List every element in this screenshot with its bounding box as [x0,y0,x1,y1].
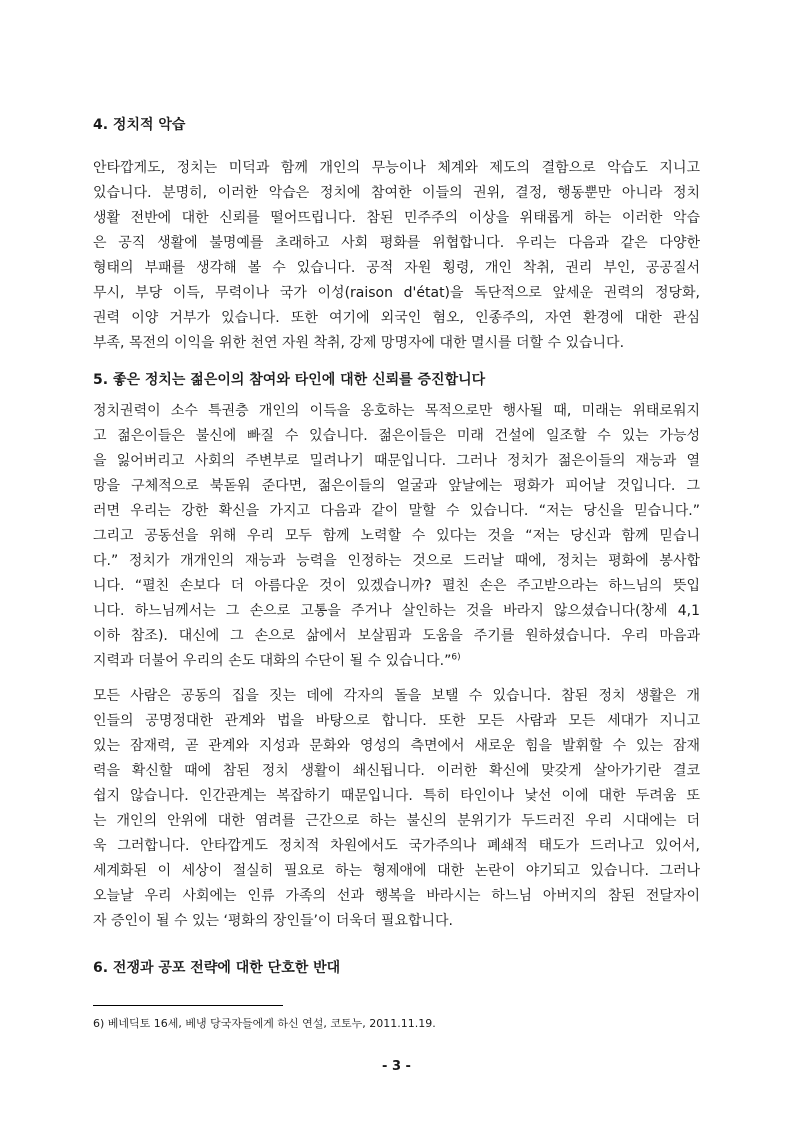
section-5-paragraph-1 [93,399,700,674]
text-line: 자 증인이 될 수 있는 ‘평화의 장인들’이 더욱더 필요합니다. [93,913,454,929]
text-line: 욱 그러합니다. 안타깝게도 정치적 차원에서도 국가주의나 폐쇄적 태도가 드러나고 있어서, [93,838,700,854]
text-line: 오늘날 우리 사회에는 인류 가족의 선과 행복을 바라시는 하느님 아버지의 참된 전달자이 [93,888,700,904]
section-5-paragraph-2 [93,684,700,934]
footnote-divider [93,1005,283,1006]
text-line: 니다. “펼친 손보다 더 아름다운 것이 있겠습니까? 펼친 손은 주고받으라는 하느님의 뜻입 [93,578,700,594]
text-line-content: 지력과 더불어 우리의 손도 대화의 수단이 될 수 있습니다.” [93,653,452,669]
text-line: 그리고 공동선을 위해 우리 모두 함께 노력할 수 있다는 것을 “저는 당신과 함께 믿습니 [93,528,700,544]
text-line: 쉽지 않습니다. 인간관계는 복잡하기 때문입니다. 특히 타인이나 낯선 이에 대한 두려움 또 [93,788,700,804]
text-line: 고 젊은이들은 불신에 빠질 수 있습니다. 젊은이들은 미래 건설에 일조할 수 있는 가능성 [93,428,700,444]
text-line: 있는 잠재력, 곧 관계와 지성과 문화와 영성의 측면에서 새로운 힘을 발휘할 수 있는 잠재 [93,738,700,754]
text-line: 이하 참조). 대신에 그 손으로 삶에서 보살핌과 도움을 주기를 원하셨습니다. 우리 마음과 [93,628,700,644]
text-line: 권력 이양 거부가 있습니다. 또한 여기에 외국인 혐오, 인종주의, 자연 환경에 대한 관심 [93,310,700,326]
text-line: 형태의 부패를 생각해 볼 수 있습니다. 공적 자원 횡령, 개인 착취, 권리 부인, 공공질서 [93,260,700,276]
section-5-heading: 5. 좋은 정치는 젊은이의 참여와 타인에 대한 신뢰를 증진합니다 [93,372,486,388]
text-line: 다.” 정치가 개개인의 재능과 능력을 인정하는 것으로 드러날 때에, 정치는 평화에 봉사합 [93,553,700,569]
text-line: 무시, 부당 이득, 무력이나 국가 이성(raison d'état)을 독단적으로 앞세운 권력의 정당화, [93,285,700,301]
text-line: 있습니다. 분명히, 이러한 악습은 정치에 참여한 이들의 권위, 결정, 행동뿐만 아니라 정치 [93,185,700,201]
text-line: 은 공직 생활에 불명예를 초래하고 사회 평화를 위협합니다. 우리는 다음과 같은 다양한 [93,235,700,251]
text-line: 세계화된 이 세상이 절실히 필요로 하는 형제애에 대한 논란이 야기되고 있습니다. 그러나 [93,863,700,879]
section-4-heading: 4. 정치적 악습 [93,117,186,133]
text-line: 러면 우리는 강한 확신을 가지고 다음과 같이 말할 수 있습니다. “저는 당신을 믿습니다.” [93,503,700,519]
section-6-heading: 6. 전쟁과 공포 전략에 대한 단호한 반대 [93,960,341,976]
text-line: 는 개인의 안위에 대한 염려를 근간으로 하는 불신의 분위기가 두드러진 우리 시대에는 더 [93,813,700,829]
text-line: 력을 확신할 때에 참된 정치 생활이 쇄신됩니다. 이러한 확신에 맞갖게 살아가기란 결코 [93,763,700,779]
text-line: 니다. 하느님께서는 그 손으로 고통을 주거나 살인하는 것을 바라지 않으셨습니다(창세 4,1 [93,603,700,619]
text-line: 생활 전반에 대한 신뢰를 떨어뜨립니다. 참된 민주주의 이상을 위태롭게 하는 이러한 악습 [93,210,700,226]
footnote-reference[interactable]: 6) [451,652,461,663]
document-page [93,0,700,1121]
text-line: 인들의 공명정대한 관계와 법을 바탕으로 합니다. 또한 모든 사람과 모든 세대가 지니고 [93,713,700,729]
section-4-paragraph-1 [93,156,700,356]
text-line: 정치권력이 소수 특권층 개인의 이득을 옹호하는 목적으로만 행사될 때, 미래는 위태로워지 [93,403,700,419]
text-line: 모든 사람은 공동의 집을 짓는 데에 각자의 돌을 보탤 수 있습니다. 참된 정치 생활은 개 [93,688,700,704]
footnote-text: 6) 베네딕토 16세, 베냉 당국자들에게 하신 연설, 코토누, 2011.11.19. [93,1017,436,1030]
text-line: 망을 구체적으로 북돋워 준다면, 젊은이들의 얼굴과 앞날에는 평화가 피어날 것입니다. 그 [93,478,700,494]
text-line [93,649,700,674]
page-number: - 3 - [382,1059,411,1074]
text-line: 안타깝게도, 정치는 미덕과 함께 개인의 무능이나 체계와 제도의 결함으로 악습도 지니고 [93,160,700,176]
text-line: 을 잃어버리고 사회의 주변부로 밀려나기 때문입니다. 그러나 정치가 젊은이들의 재능과 열 [93,453,700,469]
text-line: 부족, 목전의 이익을 위한 천연 자원 착취, 강제 망명자에 대한 멸시를 더할 수 있습니다. [93,335,625,351]
